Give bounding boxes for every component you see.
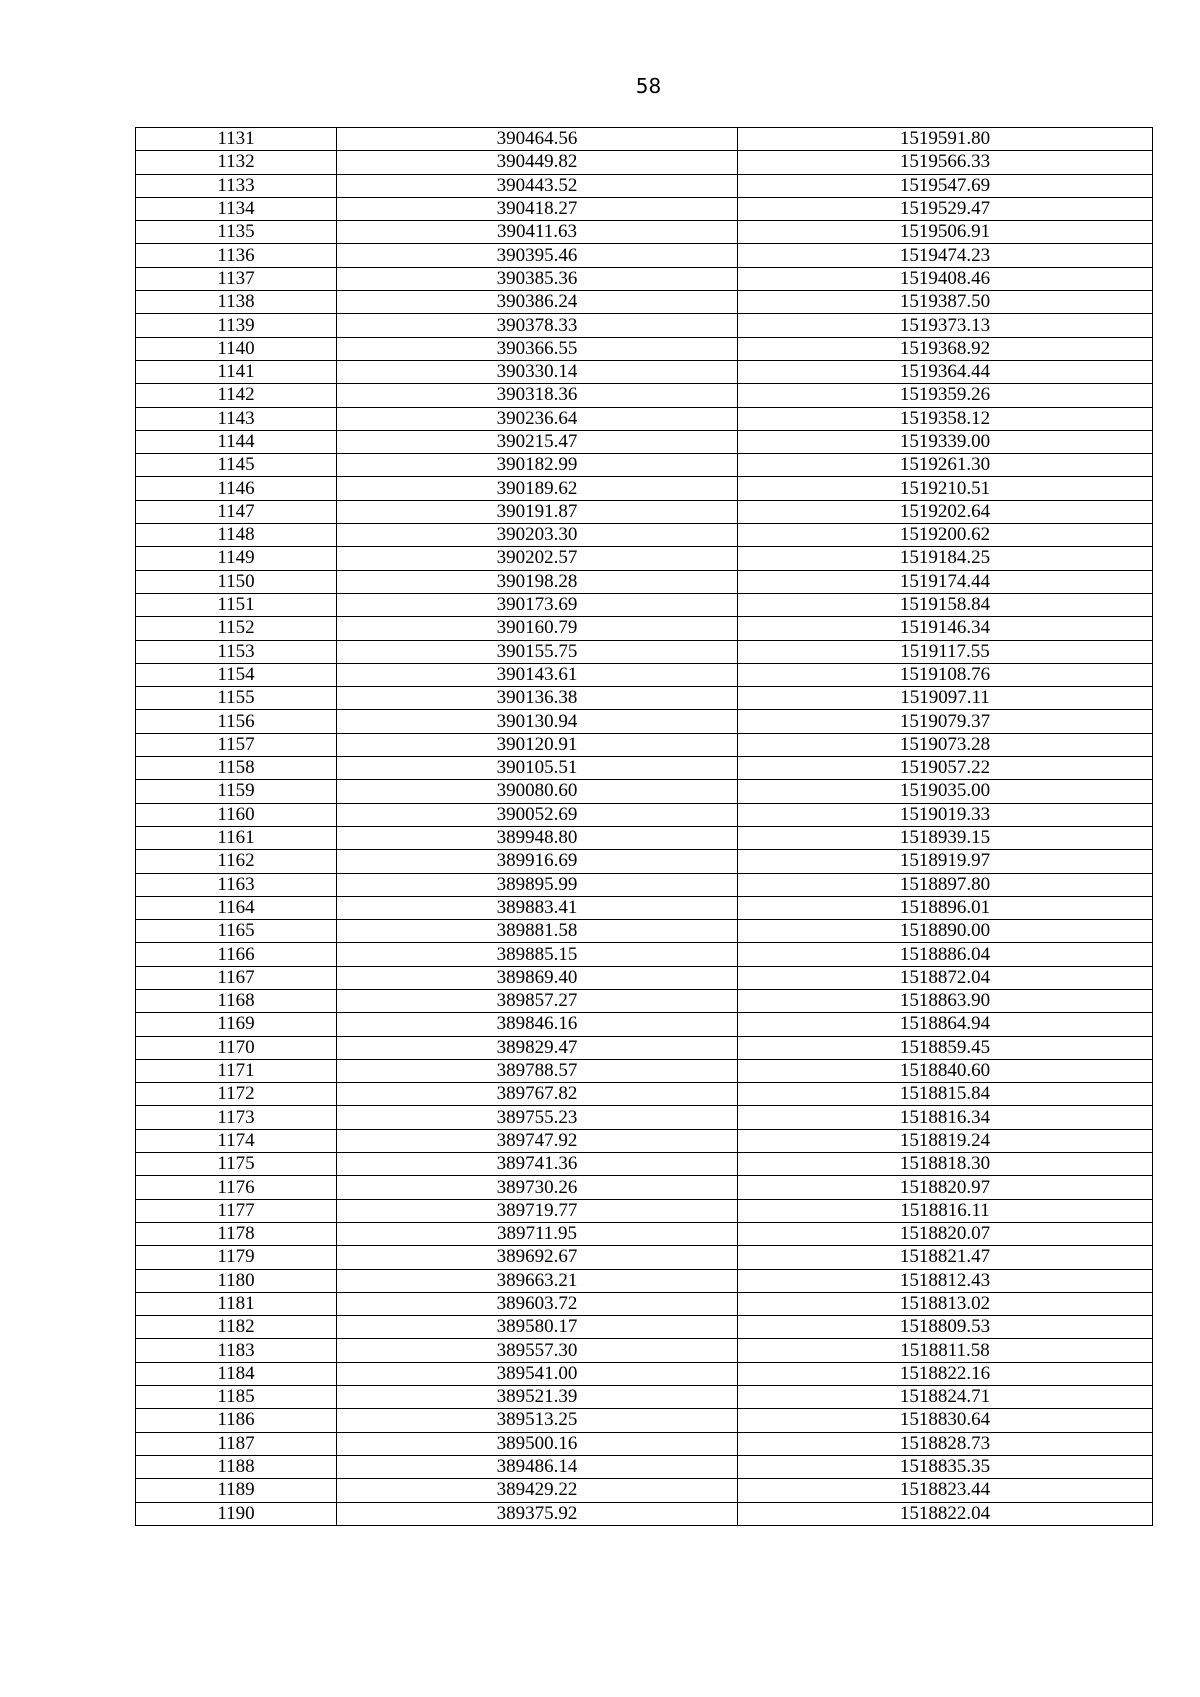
x-coordinate-cell: 389829.47 — [337, 1036, 738, 1059]
x-coordinate-cell: 389755.23 — [337, 1106, 738, 1129]
x-coordinate-cell: 389767.82 — [337, 1083, 738, 1106]
y-coordinate-cell: 1519117.55 — [738, 640, 1153, 663]
table-row — [136, 337, 1153, 360]
x-coordinate-cell: 390395.46 — [337, 244, 738, 267]
point-number-cell: 1178 — [136, 1222, 337, 1245]
point-number-cell: 1171 — [136, 1059, 337, 1082]
x-coordinate-cell: 389663.21 — [337, 1269, 738, 1292]
table-row — [136, 360, 1153, 383]
table-row — [136, 640, 1153, 663]
y-coordinate-cell: 1519174.44 — [738, 570, 1153, 593]
point-number-cell: 1150 — [136, 570, 337, 593]
x-coordinate-cell: 389429.22 — [337, 1479, 738, 1502]
y-coordinate-cell: 1518824.71 — [738, 1386, 1153, 1409]
table-row — [136, 1176, 1153, 1199]
point-number-cell: 1169 — [136, 1013, 337, 1036]
table-row — [136, 733, 1153, 756]
x-coordinate-cell: 390330.14 — [337, 360, 738, 383]
table-row — [136, 430, 1153, 453]
table-row — [136, 920, 1153, 943]
table-row — [136, 1199, 1153, 1222]
x-coordinate-cell: 390160.79 — [337, 617, 738, 640]
point-number-cell: 1156 — [136, 710, 337, 733]
table-row — [136, 896, 1153, 919]
x-coordinate-cell: 390318.36 — [337, 384, 738, 407]
x-coordinate-cell: 389719.77 — [337, 1199, 738, 1222]
point-number-cell: 1189 — [136, 1479, 337, 1502]
y-coordinate-cell: 1518840.60 — [738, 1059, 1153, 1082]
x-coordinate-cell: 390378.33 — [337, 314, 738, 337]
x-coordinate-cell: 389711.95 — [337, 1222, 738, 1245]
point-number-cell: 1149 — [136, 547, 337, 570]
point-number-cell: 1142 — [136, 384, 337, 407]
y-coordinate-cell: 1518811.58 — [738, 1339, 1153, 1362]
table-row — [136, 477, 1153, 500]
y-coordinate-cell: 1518835.35 — [738, 1455, 1153, 1478]
table-row — [136, 1036, 1153, 1059]
x-coordinate-cell: 390105.51 — [337, 757, 738, 780]
x-coordinate-cell: 390215.47 — [337, 430, 738, 453]
point-number-cell: 1136 — [136, 244, 337, 267]
y-coordinate-cell: 1519547.69 — [738, 174, 1153, 197]
x-coordinate-cell: 389869.40 — [337, 966, 738, 989]
point-number-cell: 1186 — [136, 1409, 337, 1432]
x-coordinate-cell: 389885.15 — [337, 943, 738, 966]
y-coordinate-cell: 1519079.37 — [738, 710, 1153, 733]
point-number-cell: 1174 — [136, 1129, 337, 1152]
table-row — [136, 407, 1153, 430]
table-row — [136, 267, 1153, 290]
y-coordinate-cell: 1519184.25 — [738, 547, 1153, 570]
y-coordinate-cell: 1518816.34 — [738, 1106, 1153, 1129]
point-number-cell: 1166 — [136, 943, 337, 966]
x-coordinate-cell: 390191.87 — [337, 500, 738, 523]
y-coordinate-cell: 1518919.97 — [738, 850, 1153, 873]
y-coordinate-cell: 1519408.46 — [738, 267, 1153, 290]
point-number-cell: 1162 — [136, 850, 337, 873]
y-coordinate-cell: 1518896.01 — [738, 896, 1153, 919]
point-number-cell: 1167 — [136, 966, 337, 989]
point-number-cell: 1170 — [136, 1036, 337, 1059]
table-row — [136, 151, 1153, 174]
point-number-cell: 1135 — [136, 221, 337, 244]
x-coordinate-cell: 390052.69 — [337, 803, 738, 826]
y-coordinate-cell: 1519373.13 — [738, 314, 1153, 337]
point-number-cell: 1185 — [136, 1386, 337, 1409]
table-row — [136, 710, 1153, 733]
page-number: 58 — [635, 74, 662, 98]
x-coordinate-cell: 389486.14 — [337, 1455, 738, 1478]
x-coordinate-cell: 389895.99 — [337, 873, 738, 896]
x-coordinate-cell: 389521.39 — [337, 1386, 738, 1409]
table-row — [136, 291, 1153, 314]
y-coordinate-cell: 1518886.04 — [738, 943, 1153, 966]
x-coordinate-cell: 390203.30 — [337, 524, 738, 547]
point-number-cell: 1134 — [136, 197, 337, 220]
table-row — [136, 687, 1153, 710]
y-coordinate-cell: 1519358.12 — [738, 407, 1153, 430]
point-number-cell: 1146 — [136, 477, 337, 500]
x-coordinate-cell: 390385.36 — [337, 267, 738, 290]
x-coordinate-cell: 390464.56 — [337, 128, 738, 151]
point-number-cell: 1133 — [136, 174, 337, 197]
y-coordinate-cell: 1519073.28 — [738, 733, 1153, 756]
y-coordinate-cell: 1518818.30 — [738, 1153, 1153, 1176]
point-number-cell: 1175 — [136, 1153, 337, 1176]
y-coordinate-cell: 1519364.44 — [738, 360, 1153, 383]
x-coordinate-cell: 389603.72 — [337, 1292, 738, 1315]
table-row — [136, 1316, 1153, 1339]
y-coordinate-cell: 1519474.23 — [738, 244, 1153, 267]
table-row — [136, 1246, 1153, 1269]
x-coordinate-cell: 390443.52 — [337, 174, 738, 197]
point-number-cell: 1184 — [136, 1362, 337, 1385]
table-row — [136, 314, 1153, 337]
point-number-cell: 1154 — [136, 663, 337, 686]
table-row — [136, 989, 1153, 1012]
coordinates-table-body — [136, 128, 1153, 1526]
table-row — [136, 1292, 1153, 1315]
y-coordinate-cell: 1519368.92 — [738, 337, 1153, 360]
point-number-cell: 1177 — [136, 1199, 337, 1222]
y-coordinate-cell: 1518820.07 — [738, 1222, 1153, 1245]
table-row — [136, 1409, 1153, 1432]
point-number-cell: 1131 — [136, 128, 337, 151]
x-coordinate-cell: 390136.38 — [337, 687, 738, 710]
x-coordinate-cell: 390198.28 — [337, 570, 738, 593]
table-row — [136, 1129, 1153, 1152]
table-row — [136, 174, 1153, 197]
y-coordinate-cell: 1518823.44 — [738, 1479, 1153, 1502]
y-coordinate-cell: 1518830.64 — [738, 1409, 1153, 1432]
table-row — [136, 1269, 1153, 1292]
y-coordinate-cell: 1518819.24 — [738, 1129, 1153, 1152]
y-coordinate-cell: 1519529.47 — [738, 197, 1153, 220]
x-coordinate-cell: 389741.36 — [337, 1153, 738, 1176]
x-coordinate-cell: 389916.69 — [337, 850, 738, 873]
table-row — [136, 128, 1153, 151]
y-coordinate-cell: 1519097.11 — [738, 687, 1153, 710]
y-coordinate-cell: 1518822.16 — [738, 1362, 1153, 1385]
y-coordinate-cell: 1519146.34 — [738, 617, 1153, 640]
point-number-cell: 1182 — [136, 1316, 337, 1339]
point-number-cell: 1140 — [136, 337, 337, 360]
x-coordinate-cell: 389948.80 — [337, 826, 738, 849]
table-row — [136, 570, 1153, 593]
table-row — [136, 197, 1153, 220]
point-number-cell: 1181 — [136, 1292, 337, 1315]
table-row — [136, 617, 1153, 640]
x-coordinate-cell: 390386.24 — [337, 291, 738, 314]
table-row — [136, 663, 1153, 686]
table-row — [136, 803, 1153, 826]
point-number-cell: 1164 — [136, 896, 337, 919]
point-number-cell: 1151 — [136, 593, 337, 616]
x-coordinate-cell: 389747.92 — [337, 1129, 738, 1152]
x-coordinate-cell: 390173.69 — [337, 593, 738, 616]
table-row — [136, 966, 1153, 989]
x-coordinate-cell: 389375.92 — [337, 1502, 738, 1525]
x-coordinate-cell: 389557.30 — [337, 1339, 738, 1362]
y-coordinate-cell: 1519108.76 — [738, 663, 1153, 686]
y-coordinate-cell: 1518828.73 — [738, 1432, 1153, 1455]
x-coordinate-cell: 389730.26 — [337, 1176, 738, 1199]
x-coordinate-cell: 390189.62 — [337, 477, 738, 500]
table-row — [136, 500, 1153, 523]
table-row — [136, 780, 1153, 803]
point-number-cell: 1165 — [136, 920, 337, 943]
y-coordinate-cell: 1519339.00 — [738, 430, 1153, 453]
point-number-cell: 1145 — [136, 454, 337, 477]
x-coordinate-cell: 389883.41 — [337, 896, 738, 919]
table-row — [136, 1479, 1153, 1502]
y-coordinate-cell: 1519387.50 — [738, 291, 1153, 314]
table-row — [136, 244, 1153, 267]
y-coordinate-cell: 1518821.47 — [738, 1246, 1153, 1269]
table-row — [136, 850, 1153, 873]
x-coordinate-cell: 389513.25 — [337, 1409, 738, 1432]
x-coordinate-cell: 390155.75 — [337, 640, 738, 663]
point-number-cell: 1148 — [136, 524, 337, 547]
y-coordinate-cell: 1518872.04 — [738, 966, 1153, 989]
x-coordinate-cell: 389846.16 — [337, 1013, 738, 1036]
table-row — [136, 454, 1153, 477]
table-row — [136, 757, 1153, 780]
table-row — [136, 1386, 1153, 1409]
point-number-cell: 1160 — [136, 803, 337, 826]
x-coordinate-cell: 390143.61 — [337, 663, 738, 686]
point-number-cell: 1152 — [136, 617, 337, 640]
y-coordinate-cell: 1519019.33 — [738, 803, 1153, 826]
point-number-cell: 1132 — [136, 151, 337, 174]
point-number-cell: 1187 — [136, 1432, 337, 1455]
point-number-cell: 1190 — [136, 1502, 337, 1525]
table-row — [136, 1059, 1153, 1082]
y-coordinate-cell: 1518897.80 — [738, 873, 1153, 896]
point-number-cell: 1188 — [136, 1455, 337, 1478]
table-row — [136, 1083, 1153, 1106]
y-coordinate-cell: 1518863.90 — [738, 989, 1153, 1012]
y-coordinate-cell: 1519566.33 — [738, 151, 1153, 174]
point-number-cell: 1176 — [136, 1176, 337, 1199]
point-number-cell: 1183 — [136, 1339, 337, 1362]
point-number-cell: 1168 — [136, 989, 337, 1012]
table-row — [136, 547, 1153, 570]
y-coordinate-cell: 1518859.45 — [738, 1036, 1153, 1059]
y-coordinate-cell: 1518820.97 — [738, 1176, 1153, 1199]
x-coordinate-cell: 390366.55 — [337, 337, 738, 360]
point-number-cell: 1153 — [136, 640, 337, 663]
y-coordinate-cell: 1519261.30 — [738, 454, 1153, 477]
y-coordinate-cell: 1518813.02 — [738, 1292, 1153, 1315]
x-coordinate-cell: 389881.58 — [337, 920, 738, 943]
table-row — [136, 384, 1153, 407]
point-number-cell: 1139 — [136, 314, 337, 337]
y-coordinate-cell: 1519200.62 — [738, 524, 1153, 547]
point-number-cell: 1157 — [136, 733, 337, 756]
point-number-cell: 1155 — [136, 687, 337, 710]
x-coordinate-cell: 390182.99 — [337, 454, 738, 477]
point-number-cell: 1159 — [136, 780, 337, 803]
table-row — [136, 826, 1153, 849]
table-row — [136, 1106, 1153, 1129]
y-coordinate-cell: 1518809.53 — [738, 1316, 1153, 1339]
table-row — [136, 943, 1153, 966]
x-coordinate-cell: 389500.16 — [337, 1432, 738, 1455]
y-coordinate-cell: 1518939.15 — [738, 826, 1153, 849]
x-coordinate-cell: 390449.82 — [337, 151, 738, 174]
table-row — [136, 1013, 1153, 1036]
point-number-cell: 1147 — [136, 500, 337, 523]
x-coordinate-cell: 389788.57 — [337, 1059, 738, 1082]
y-coordinate-cell: 1519158.84 — [738, 593, 1153, 616]
point-number-cell: 1137 — [136, 267, 337, 290]
point-number-cell: 1173 — [136, 1106, 337, 1129]
y-coordinate-cell: 1518822.04 — [738, 1502, 1153, 1525]
table-row — [136, 1502, 1153, 1525]
point-number-cell: 1144 — [136, 430, 337, 453]
y-coordinate-cell: 1519506.91 — [738, 221, 1153, 244]
point-number-cell: 1180 — [136, 1269, 337, 1292]
point-number-cell: 1141 — [136, 360, 337, 383]
x-coordinate-cell: 390120.91 — [337, 733, 738, 756]
table-row — [136, 524, 1153, 547]
y-coordinate-cell: 1518816.11 — [738, 1199, 1153, 1222]
x-coordinate-cell: 390411.63 — [337, 221, 738, 244]
table-row — [136, 1339, 1153, 1362]
table-row — [136, 1153, 1153, 1176]
y-coordinate-cell: 1518815.84 — [738, 1083, 1153, 1106]
table-row — [136, 1222, 1153, 1245]
x-coordinate-cell: 389692.67 — [337, 1246, 738, 1269]
y-coordinate-cell: 1519210.51 — [738, 477, 1153, 500]
y-coordinate-cell: 1519359.26 — [738, 384, 1153, 407]
table-row — [136, 873, 1153, 896]
y-coordinate-cell: 1519035.00 — [738, 780, 1153, 803]
point-number-cell: 1143 — [136, 407, 337, 430]
point-number-cell: 1138 — [136, 291, 337, 314]
coordinates-table — [135, 127, 1153, 1526]
table-row — [136, 221, 1153, 244]
y-coordinate-cell: 1518812.43 — [738, 1269, 1153, 1292]
point-number-cell: 1179 — [136, 1246, 337, 1269]
y-coordinate-cell: 1519057.22 — [738, 757, 1153, 780]
y-coordinate-cell: 1519202.64 — [738, 500, 1153, 523]
x-coordinate-cell: 389857.27 — [337, 989, 738, 1012]
x-coordinate-cell: 389580.17 — [337, 1316, 738, 1339]
table-row — [136, 1432, 1153, 1455]
y-coordinate-cell: 1518864.94 — [738, 1013, 1153, 1036]
x-coordinate-cell: 390202.57 — [337, 547, 738, 570]
table-row — [136, 1455, 1153, 1478]
x-coordinate-cell: 390080.60 — [337, 780, 738, 803]
x-coordinate-cell: 389541.00 — [337, 1362, 738, 1385]
x-coordinate-cell: 390418.27 — [337, 197, 738, 220]
table-row — [136, 593, 1153, 616]
table-row — [136, 1362, 1153, 1385]
point-number-cell: 1158 — [136, 757, 337, 780]
x-coordinate-cell: 390130.94 — [337, 710, 738, 733]
point-number-cell: 1172 — [136, 1083, 337, 1106]
y-coordinate-cell: 1518890.00 — [738, 920, 1153, 943]
point-number-cell: 1163 — [136, 873, 337, 896]
x-coordinate-cell: 390236.64 — [337, 407, 738, 430]
y-coordinate-cell: 1519591.80 — [738, 128, 1153, 151]
point-number-cell: 1161 — [136, 826, 337, 849]
